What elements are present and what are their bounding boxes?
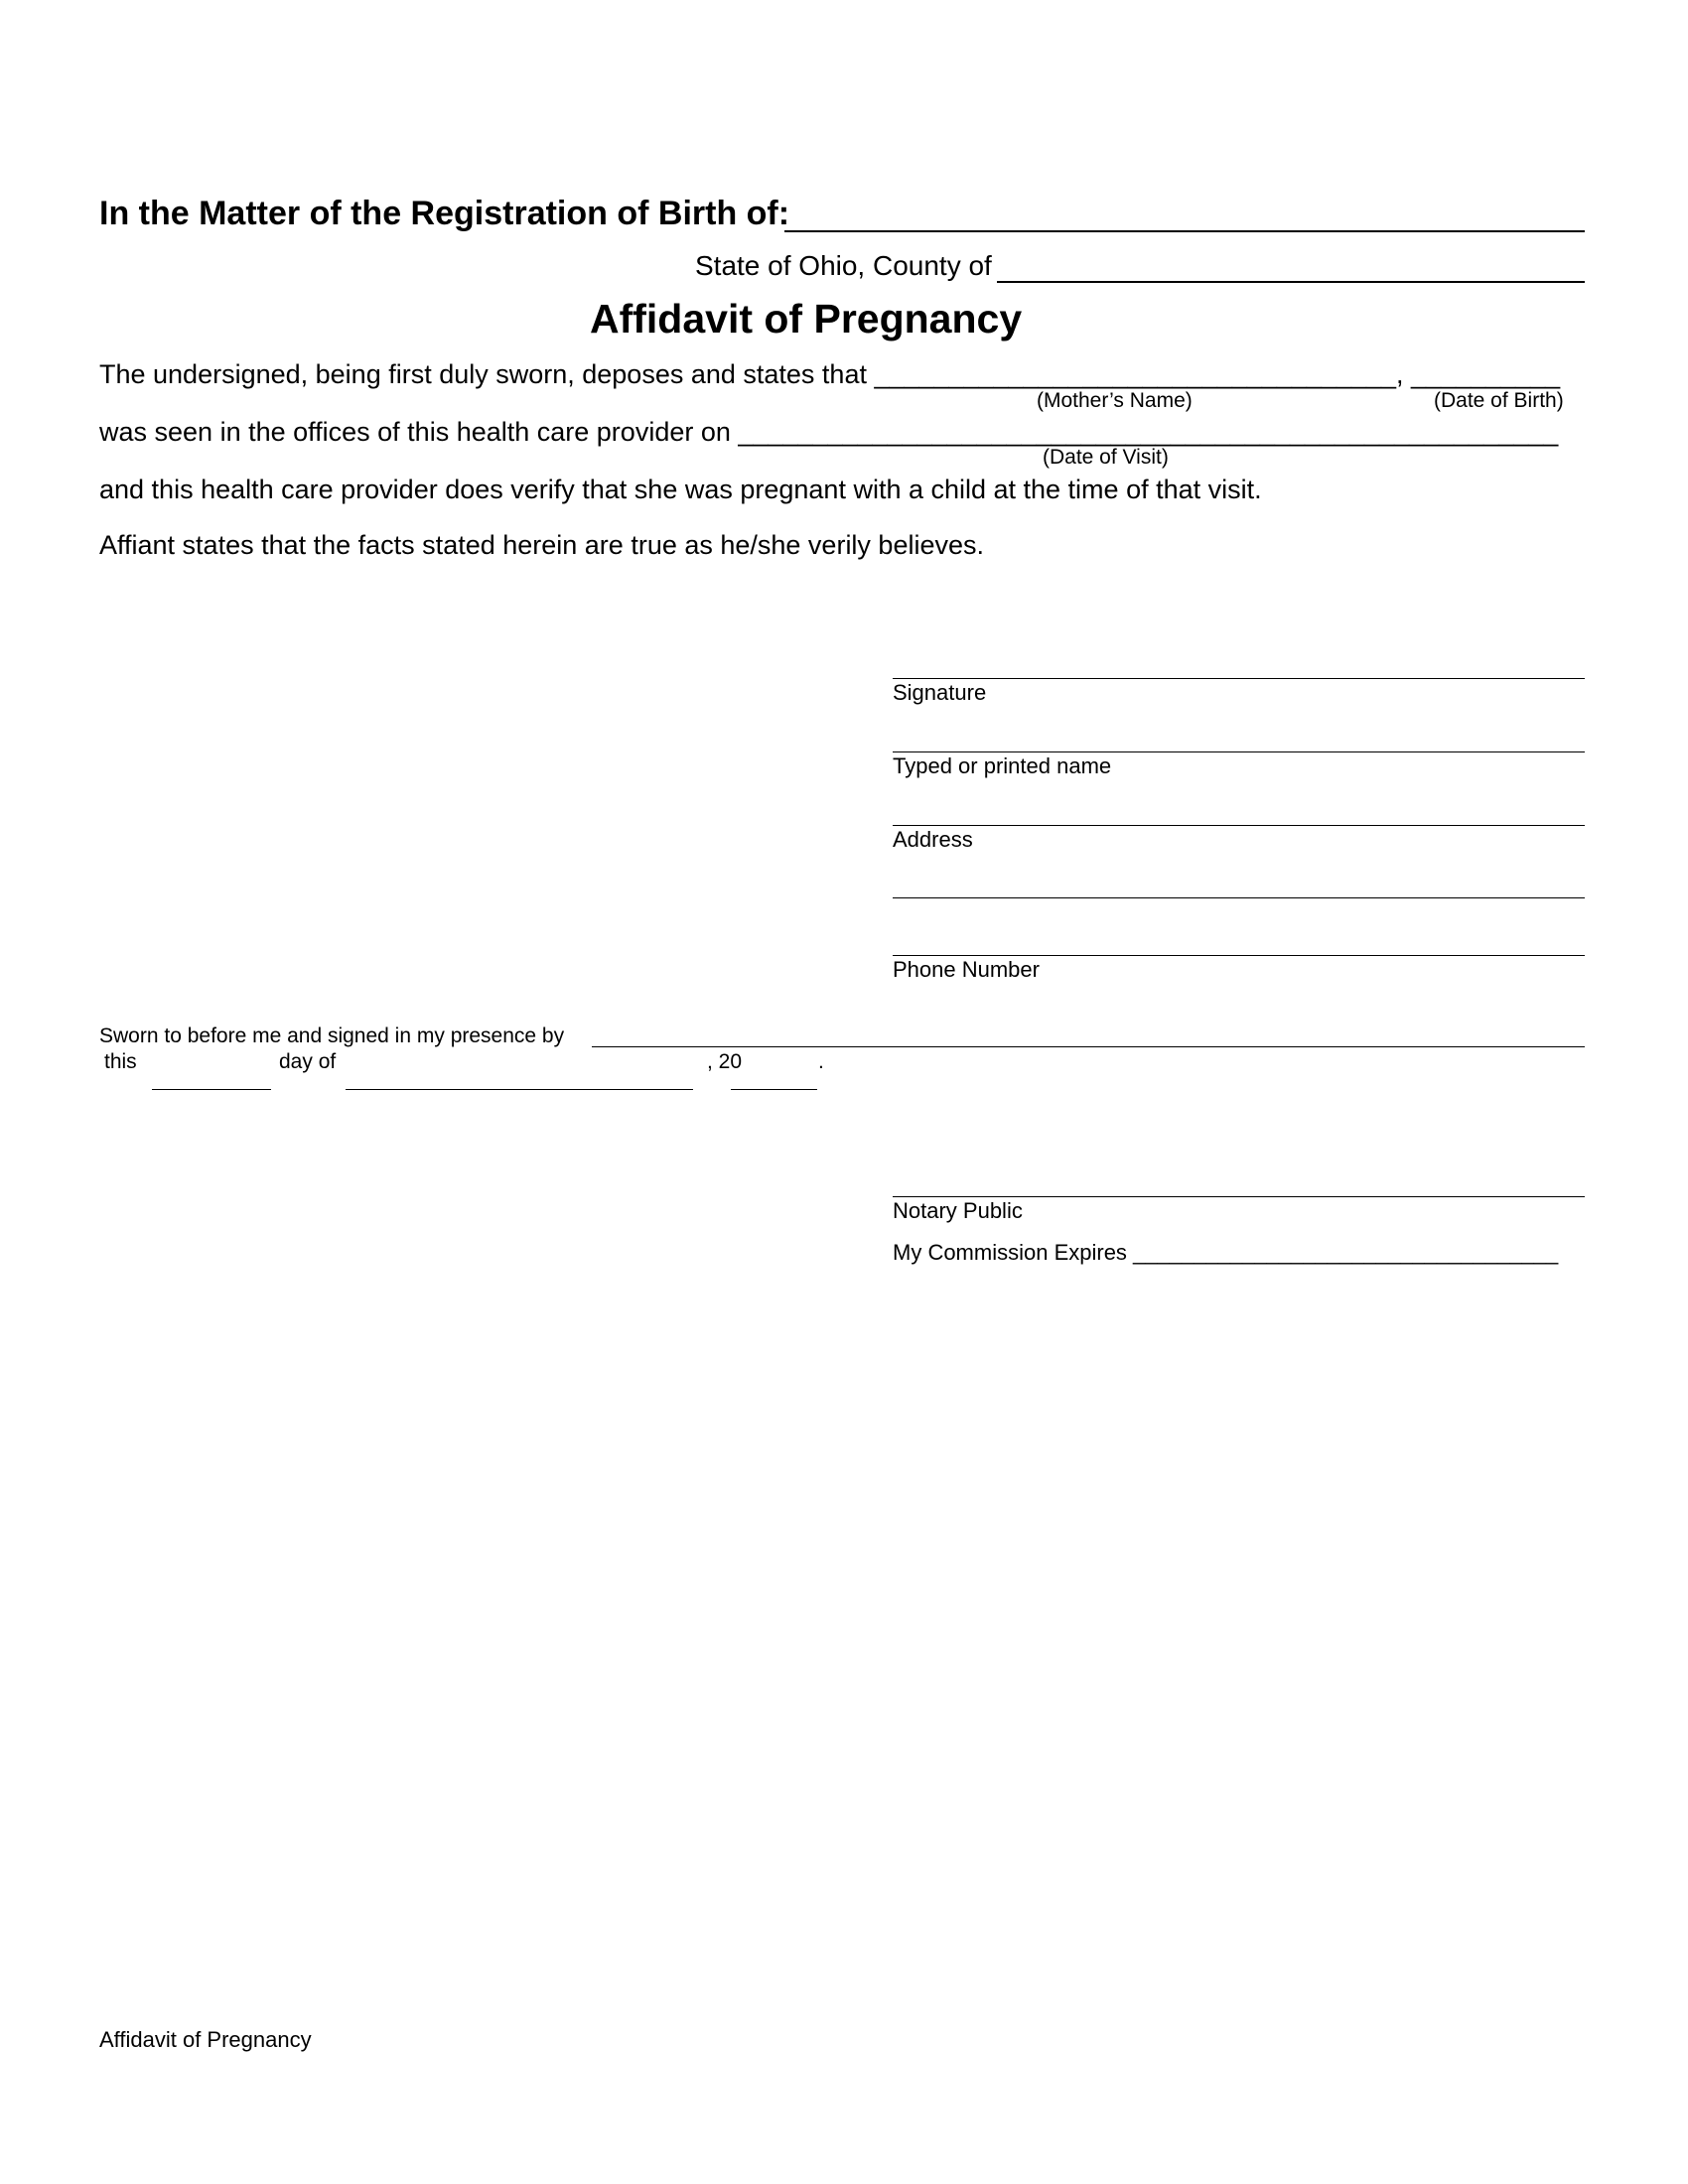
address-field-2[interactable]	[893, 897, 1585, 898]
matter-label: In the Matter of the Registration of Birth of:	[99, 195, 790, 232]
signature-label: Signature	[893, 680, 987, 705]
page-title: Affidavit of Pregnancy	[590, 296, 1023, 341]
signature-field[interactable]	[893, 678, 1585, 679]
phone-label: Phone Number	[893, 957, 1040, 982]
notary-label: Notary Public	[893, 1198, 1023, 1223]
address-label: Address	[893, 827, 973, 852]
caption-date-of-birth: (Date of Birth)	[1434, 389, 1564, 412]
county-field[interactable]	[997, 281, 1585, 283]
caption-date-of-visit: (Date of Visit)	[1043, 446, 1169, 469]
footer-title: Affidavit of Pregnancy	[99, 2027, 312, 2052]
phone-field[interactable]	[893, 955, 1585, 956]
sworn-by-field[interactable]	[592, 1046, 1585, 1047]
commission-expires-label: My Commission Expires ___________________________________	[893, 1240, 1559, 1265]
address-field[interactable]	[893, 825, 1585, 826]
sworn-this-label: this	[104, 1050, 137, 1073]
typed-name-field[interactable]	[893, 751, 1585, 752]
typed-name-label: Typed or printed name	[893, 753, 1112, 778]
notary-signature-field[interactable]	[893, 1196, 1585, 1197]
body-line-4: Affiant states that the facts stated herein are true as he/she verily believes.	[99, 530, 984, 560]
month-field[interactable]	[346, 1089, 693, 1090]
day-of-label: day of	[279, 1050, 337, 1073]
birth-name-field[interactable]	[784, 230, 1585, 232]
county-label: State of Ohio, County of	[695, 250, 992, 281]
year-field[interactable]	[731, 1089, 817, 1090]
body-line-2: was seen in the offices of this health care provider on _______________________________________________________	[99, 417, 1559, 447]
body-line-3: and this health care provider does verify that she was pregnant with a child at the time of that visit.	[99, 475, 1262, 504]
sworn-period: .	[818, 1050, 824, 1073]
caption-mothers-name: (Mother’s Name)	[1037, 389, 1193, 412]
body-line-1: The undersigned, being first duly sworn, deposes and states that ___________________________________, __________	[99, 359, 1561, 389]
year-prefix-label: , 20	[707, 1050, 743, 1073]
day-field[interactable]	[152, 1089, 271, 1090]
sworn-label: Sworn to before me and signed in my presence by	[99, 1024, 565, 1047]
